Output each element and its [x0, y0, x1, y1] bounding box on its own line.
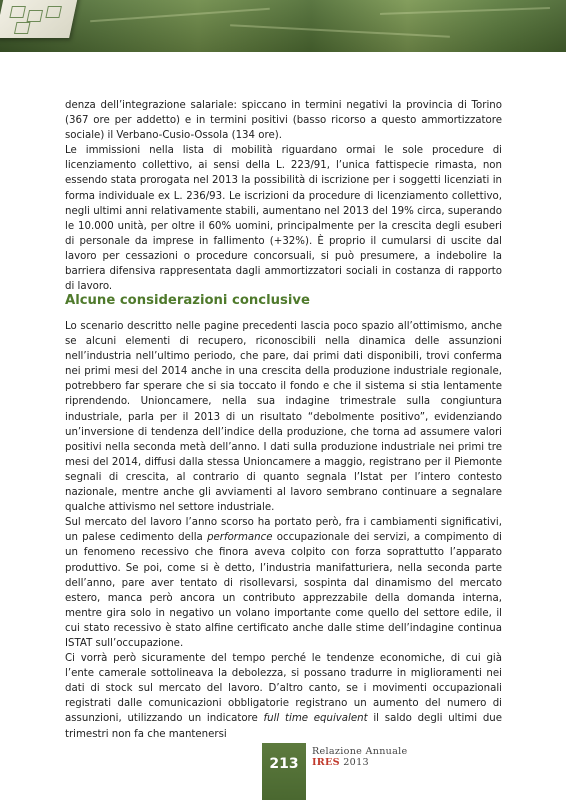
footer-brand — [312, 746, 408, 768]
text-run: Sul mercato del lavoro l’anno scorso ha portato però, fra i cambiamenti significativi, un palese cedimento della — [65, 517, 502, 544]
map-sheet-mark — [9, 6, 26, 18]
body-text-top — [65, 98, 502, 294]
paragraph: denza dell’integrazione salariale: spiccano in termini negativi la provincia di Torino (367 ore per addetto) e in termini positivi (basso ricorso a questo ammortizzatore sociale) il Verbano-Cusio-Ossola (134 ore). — [65, 100, 502, 142]
text-run: il saldo degli ultimi due trimestri non fa che mantenersi — [65, 713, 503, 740]
text-run: Ci vorrà però sicuramente del tempo perché le tendenze economiche, di cui già l’ente camerale sottolineava la debolezza, si possano tradurre in miglioramenti nei dati di stock sul mercato del lavoro. D’altro canto, se i movimenti occupazionali registrati dalle comunicazioni obbligatorie registrano un aumento del numero di assunzioni, utilizzando un indicatore — [65, 653, 502, 725]
brand-ires: IRES — [312, 757, 340, 768]
map-sheet-mark — [14, 22, 31, 34]
text-run: occupazionale dei servizi, a compimento di un fenomeno recessivo che finora aveva colpito con forza soprattutto l’apparato produttivo. Se poi, come si è detto, l’industria manifatturiera, nella seconda parte dell’anno, pare aver tentato di risollevarsi, sospinta dal dinamismo del mercato estero, manca però ancora un contributo apprezzabile della domanda interna, mentre gira solo in negativo un volano importante come quello del settore edile, il cui stato recessivo è stato alfine certificato anche dalle stime dell’indagine continua ISTAT sull’occupazione. — [65, 532, 502, 649]
emphasis-term: performance — [207, 532, 273, 544]
map-sheet-graphic — [0, 0, 79, 38]
page-number-box — [262, 743, 306, 800]
brand-title: Relazione Annuale — [312, 746, 408, 757]
section-heading: Alcune considerazioni conclusive — [65, 293, 310, 308]
paragraph — [65, 515, 502, 651]
brand-subtitle — [312, 757, 408, 768]
page-number: 213 — [269, 756, 299, 772]
header-banner-shade — [0, 0, 566, 52]
emphasis-term: full time equivalent — [263, 713, 368, 725]
header-banner-image — [0, 0, 566, 52]
map-sheet-mark — [45, 6, 62, 18]
map-sheet-mark — [27, 10, 44, 22]
brand-year: 2013 — [343, 757, 369, 768]
body-text-section — [65, 319, 502, 742]
paragraph: Le immissioni nella lista di mobilità riguardano ormai le sole procedure di licenziamento collettivo, ai sensi della L. 223/91, l’unica fattispecie rimasta, non essendo stata prorogata nel 2013 la possibilità di iscrizione per i soggetti licenziati in forma individuale ex L. 236/93. Le iscrizioni da procedure di licenziamento collettivo, negli ultimi anni relativamente stabili, aumentano nel 2013 del 19% circa, superando le 10.000 unità, per oltre il 60% uomini, principalmente per la crescita degli esuberi di personale da imprese in fallimento (+32%). È proprio il cumularsi di uscite dal lavoro per cessazioni o procedure concorsuali, si può presumere, a indebolire la barriera difensiva rappresentata dagli ammortizzatori sociali in costanza di rapporto di lavoro. — [65, 145, 502, 293]
paragraph: Lo scenario descritto nelle pagine precedenti lascia poco spazio all’ottimismo, anche se alcuni elementi di recupero, riconoscibili nella dinamica delle assunzioni nell’industria nell’ultimo periodo, che pare, dai primi dati disponibili, trovi conferma nei primi mesi del 2014 anche in una crescita della produzione industriale regionale, potrebbero far sperare che si sia toccato il fondo e che il sistema si stia lentamente riprendendo. Unioncamere, nella sua indagine trimestrale sulla congiuntura industriale, parla per il 2013 di un risultato “debolmente positivo”, evidenziando un’inversione di tendenza dell’indice della produzione, che torna ad assumere valori positivi nella seconda metà dell’anno. I dati sulla produzione industriale nei primi tre mesi del 2014, diffusi dalla stessa Unioncamere a maggio, registrano per il Piemonte segnali di crescita, al contrario di quanto segnala l’Istat per l’intero contesto nazionale, mentre anche gli avviamenti al lavoro sembrano continuare a segnalare qualche attivismo nel settore industriale. — [65, 321, 502, 514]
paragraph — [65, 651, 502, 742]
